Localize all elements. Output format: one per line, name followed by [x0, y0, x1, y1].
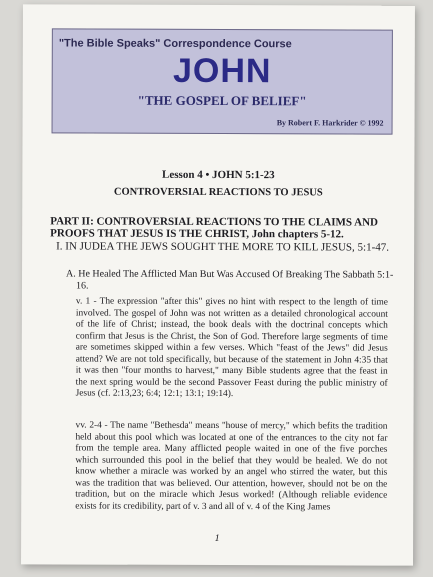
outline-point-one: I. IN JUDEA THE JEWS SOUGHT THE MORE TO KILL JESUS, 5:1-47. — [56, 240, 390, 254]
course-name: "The Bible Speaks" Correspondence Course — [58, 37, 292, 51]
lesson-number: Lesson 4 • JOHN 5:1-23 — [162, 168, 275, 182]
lesson-title: CONTROVERSIAL REACTIONS TO JESUS — [113, 186, 323, 199]
book-title: JOHN — [172, 51, 272, 91]
outline-subpoint-a: A. He Healed The Afflicted Man But Was Accused Of Breaking The Sabbath 5:1-16. — [66, 268, 394, 292]
part-heading: PART II: CONTROVERSIAL REACTIONS TO THE CLAIMS AND PROOFS THAT JESUS IS THE CHRIST, John chapters 5-12. — [50, 215, 379, 241]
book-subtitle: "THE GOSPEL OF BELIEF" — [137, 92, 307, 109]
commentary-paragraph: vv. 2-4 - The name "Bethesda" means "house of mercy," which befits the tradition held about this pool which was located at one of the entrances to the city not far from the temple area. Many afflicted people waited in one of the five porches which surrounded this pool in the belief that they would be healed. We do not know whether a miracle was worked by an angel who stirred the water, but this was the tradition that was believed. Our attention, however, should not be on the tradition, but on the miracle which Jesus worked! (Although reliable evidence exists for its credibility, part of v. 3 and all of v. 4 of the King James — [75, 420, 388, 512]
course-header — [52, 28, 393, 134]
commentary-paragraph: v. 1 - The expression "after this" gives no hint with respect to the length of time involved. The gospel of John was not written as a detailed chronological account of the life of Christ; instead, the book deals with the doctrinal concepts which confirm that Jesus is the Christ, the Son of God. Therefore large segments of time are sometimes skipped within a few verses. Which "feast of the Jews" did Jesus attend? We are not told specifically, but because of the statement in John 4:35 that it was then "four months to harvest," many Bible students agree that the feast in the next spring would be the second Passover Feast during the public ministry of Jesus (cf. 2:13,23; 6:4; 12:1; 13:1; 19:14). — [75, 296, 388, 400]
author-credit: By Robert F. Harkrider © 1992 — [276, 118, 384, 128]
lesson-page — [21, 4, 415, 565]
page-number: 1 — [214, 532, 220, 545]
